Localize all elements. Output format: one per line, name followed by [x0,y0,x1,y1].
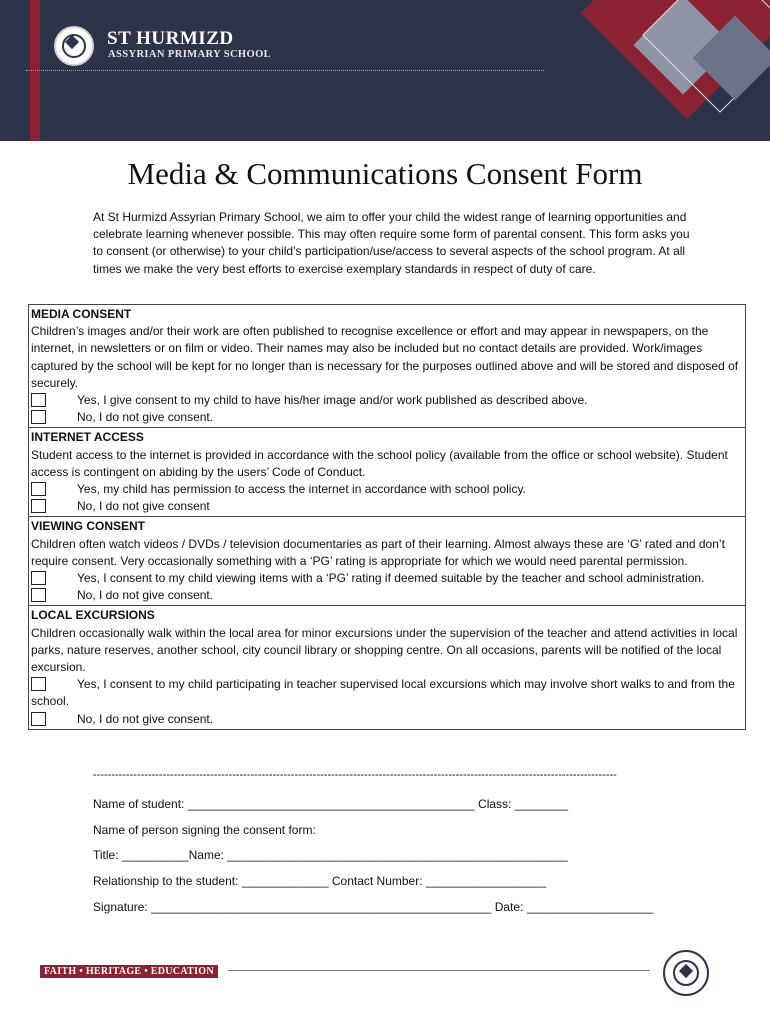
school-subtitle: ASSYRIAN PRIMARY SCHOOL [108,49,272,60]
option-label: No, I do not give consent [77,499,210,514]
school-crest-icon [663,950,709,996]
field-title-name[interactable]: Title: __________Name: ___________________________________________________ [93,848,568,862]
header-divider [26,70,544,71]
option-no [31,409,743,426]
footer-motto: FAITH • HERITAGE • EDUCATION [40,965,218,978]
checkbox-media-yes[interactable] [31,393,46,407]
field-student-name[interactable]: Name of student: ___________________________________________ Class: ________ [93,797,569,811]
footer-divider [228,970,650,971]
field-signer-label: Name of person signing the consent form: [93,823,316,837]
form-title: Media & Communications Consent Form [127,156,643,191]
checkbox-excursions-no[interactable] [31,712,46,726]
section-heading: LOCAL EXCURSIONS [31,608,155,623]
section-viewing-consent [29,516,745,605]
school-crest-icon [54,26,94,66]
option-yes [31,481,743,498]
option-no [31,711,743,728]
option-label: No, I do not give consent. [77,711,214,726]
checkbox-internet-yes[interactable] [31,482,46,496]
section-heading: VIEWING CONSENT [31,519,146,534]
option-yes [31,570,743,587]
checkbox-media-no[interactable] [31,410,46,424]
checkbox-viewing-no[interactable] [31,588,46,602]
option-label: Yes, I give consent to my child to have his/her image and/or work published as described above. [77,393,588,408]
section-local-excursions [29,605,745,728]
option-label: Yes, I consent to my child viewing items with a ‘PG’ rating if deemed suitable by the teacher and school administration. [77,571,705,586]
section-heading: INTERNET ACCESS [31,430,144,445]
checkbox-viewing-yes[interactable] [31,571,46,585]
consent-sections [28,304,746,730]
checkbox-internet-no[interactable] [31,499,46,513]
option-no [31,587,743,604]
section-body: Children often watch videos / DVDs / television documentaries as part of their learning. Almost always these are ‘G’ rated and don’t require consent. Very occasionally something with a ‘PG’ rating is appropriate for which we would need parental permission. [31,536,725,568]
option-label: Yes, my child has permission to access the internet in accordance with school policy. [77,482,526,497]
page-header [0,0,770,141]
option-label: Yes, I consent to my child participating in teacher supervised local excursions which may involve short walks to and from the school. [31,677,735,709]
field-relationship-contact[interactable]: Relationship to the student: _____________ Contact Number: __________________ [93,874,547,888]
cut-line: ----------------------------------------------------------------------------------------------------------------------------------------------- [93,769,617,781]
section-body: Children’s images and/or their work are often published to recognise excellence or effort and may appear in newspapers, on the internet, in newsletters or on film or video. Their names may also be included but no contact details are provided. Work/images captured by the school will be kept for no longer than is necessary for the purposes outlined above and will be stored and disposed of securely. [31,324,739,390]
school-name: ST HURMIZD [107,28,234,49]
intro-paragraph: At St Hurmizd Assyrian Primary School, we aim to offer your child the widest range of learning opportunities and celebrate learning whenever possible. This may often require some form of parental consent. This form asks you to consent (or otherwise) to your child’s participation/use/access to several aspects of the school program. At all times we make the very best efforts to exercise exemplary standards in respect of duty of care. [93,210,690,276]
option-yes [31,676,743,710]
option-yes [31,392,743,409]
field-signature-date[interactable]: Signature: ___________________________________________________ Date: ___________________ [93,900,654,914]
option-label: No, I do not give consent. [77,410,214,425]
section-media-consent [29,305,745,427]
option-no [31,498,743,515]
section-body: Student access to the internet is provided in accordance with the school policy (available from the office or school website). Student access is contingent on abiding by the users’ Code of Conduct. [31,447,728,479]
section-internet-access [29,427,745,516]
option-label: No, I do not give consent. [77,588,214,603]
checkbox-excursions-yes[interactable] [31,677,46,691]
section-body: Children occasionally walk within the local area for minor excursions under the supervision of the teacher and attend activities in local parks, nature reserves, another school, city council library or shopping centre. On all occasions, parents will be notified of the local excursion. [31,625,738,675]
section-heading: MEDIA CONSENT [31,307,132,321]
